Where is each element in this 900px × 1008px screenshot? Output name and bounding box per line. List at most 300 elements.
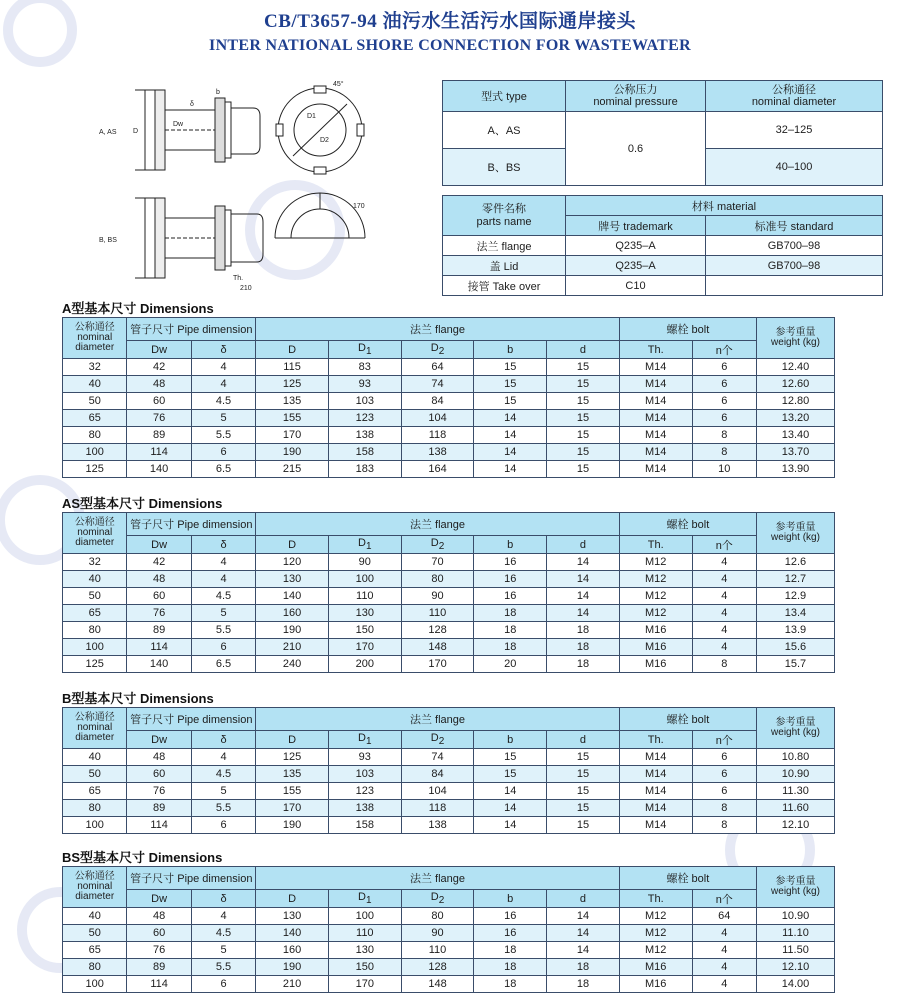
drawing-label-a: A, AS: [99, 129, 117, 136]
d2-header: $D_2$: [401, 536, 474, 554]
dw-cell: 48: [127, 571, 191, 588]
pipe-dimension-header: 管子尺寸 Pipe dimension: [127, 513, 256, 536]
weight-cell: 13.20: [756, 410, 834, 427]
table-row: [63, 639, 835, 656]
d1-cell: 138: [328, 427, 401, 444]
b-cell: 16: [474, 925, 547, 942]
table-row: [63, 571, 835, 588]
bolt-count-cell: 4: [692, 959, 756, 976]
d2-header: $D_2$: [401, 731, 474, 749]
table-row: [63, 444, 835, 461]
d2-cell: 104: [401, 410, 474, 427]
dw-cell: 60: [127, 925, 191, 942]
d-hole-cell: 14: [547, 605, 620, 622]
bolt-header: 螺栓 bolt: [619, 513, 756, 536]
d-cell: 140: [256, 588, 329, 605]
th-cell: M16: [619, 622, 692, 639]
diameter-header: 公称通径 nominal diameter: [706, 81, 883, 112]
bolt-count-cell: 8: [692, 800, 756, 817]
dim-delta: δ: [190, 101, 194, 108]
b-cell: 15: [474, 376, 547, 393]
dw-cell: 76: [127, 605, 191, 622]
table-row: [63, 359, 835, 376]
type-cell: A、AS: [443, 112, 566, 149]
d-header: D: [256, 536, 329, 554]
d-cell: 130: [256, 571, 329, 588]
d2-cell: 64: [401, 359, 474, 376]
delta-cell: 5.5: [191, 427, 255, 444]
nominal-diameter-cell: 100: [63, 817, 127, 834]
bolt-header: 螺栓 bolt: [619, 867, 756, 890]
d1-cell: 110: [328, 588, 401, 605]
part-cell: 法兰 flange: [443, 236, 566, 256]
delta-cell: 4: [191, 749, 255, 766]
dw-cell: 60: [127, 393, 191, 410]
table-row: [63, 410, 835, 427]
pressure-header: 公称压力 nominal pressure: [566, 81, 706, 112]
nominal-diameter-cell: 65: [63, 942, 127, 959]
table-row: [63, 554, 835, 571]
b-cell: 14: [474, 800, 547, 817]
d-cell: 160: [256, 605, 329, 622]
weight-cell: 13.40: [756, 427, 834, 444]
delta-cell: 5.5: [191, 622, 255, 639]
d1-header: $D_1$: [328, 890, 401, 908]
d1-header: $D_1$: [328, 341, 401, 359]
b-header: b: [474, 536, 547, 554]
nominal-diameter-cell: 40: [63, 908, 127, 925]
d2-cell: 84: [401, 766, 474, 783]
delta-cell: 5.5: [191, 800, 255, 817]
d-hole-cell: 14: [547, 925, 620, 942]
dw-cell: 140: [127, 656, 191, 673]
dim-table-bs: [62, 866, 835, 993]
b-cell: 18: [474, 959, 547, 976]
d2-cell: 90: [401, 925, 474, 942]
bolt-count-cell: 8: [692, 817, 756, 834]
bolt-count-cell: 6: [692, 783, 756, 800]
part-cell: 盖 Lid: [443, 256, 566, 276]
weight-cell: 13.4: [756, 605, 834, 622]
bolt-count-cell: 6: [692, 376, 756, 393]
d2-cell: 104: [401, 783, 474, 800]
th-cell: M12: [619, 925, 692, 942]
trademark-cell: Q235–A: [566, 236, 706, 256]
nominal-diameter-cell: 50: [63, 925, 127, 942]
flange-header: 法兰 flange: [256, 513, 620, 536]
weight-cell: 12.40: [756, 359, 834, 376]
d2-cell: 74: [401, 749, 474, 766]
th-cell: M16: [619, 959, 692, 976]
th-cell: M16: [619, 639, 692, 656]
nominal-diameter-cell: 65: [63, 783, 127, 800]
d1-cell: 123: [328, 410, 401, 427]
bolt-count-cell: 64: [692, 908, 756, 925]
b-cell: 20: [474, 656, 547, 673]
dw-cell: 42: [127, 554, 191, 571]
table-row: [63, 800, 835, 817]
weight-cell: 12.10: [756, 817, 834, 834]
b-cell: 16: [474, 571, 547, 588]
material-header: 材料 material: [566, 196, 883, 216]
b-cell: 15: [474, 393, 547, 410]
delta-cell: 6: [191, 639, 255, 656]
dim-d2: D2: [320, 137, 329, 144]
d-cell: 190: [256, 959, 329, 976]
weight-cell: 14.00: [756, 976, 834, 993]
d1-cell: 93: [328, 749, 401, 766]
d1-cell: 130: [328, 942, 401, 959]
dw-cell: 60: [127, 588, 191, 605]
d1-cell: 93: [328, 376, 401, 393]
th-header: Th.: [619, 341, 692, 359]
diameter-cell: 32–125: [706, 112, 883, 149]
diameter-cell: 40–100: [706, 149, 883, 186]
dim-d1: D1: [307, 113, 316, 120]
d2-cell: 110: [401, 942, 474, 959]
nominal-diameter-header: 公称通径 nominal diameter: [63, 867, 127, 908]
nominal-diameter-cell: 80: [63, 622, 127, 639]
th-cell: M14: [619, 766, 692, 783]
nominal-diameter-cell: 40: [63, 376, 127, 393]
d-hole-cell: 14: [547, 908, 620, 925]
delta-cell: 4: [191, 359, 255, 376]
b-cell: 14: [474, 444, 547, 461]
d1-cell: 110: [328, 925, 401, 942]
th-cell: M12: [619, 908, 692, 925]
d-hole-cell: 15: [547, 749, 620, 766]
pipe-dimension-header: 管子尺寸 Pipe dimension: [127, 318, 256, 341]
b-cell: 15: [474, 749, 547, 766]
nominal-diameter-cell: 100: [63, 976, 127, 993]
d-cell: 120: [256, 554, 329, 571]
b-header: b: [474, 341, 547, 359]
d-cell: 215: [256, 461, 329, 478]
bolt-count-header: n个: [692, 890, 756, 908]
th-cell: M14: [619, 410, 692, 427]
bolt-count-cell: 6: [692, 393, 756, 410]
weight-cell: 12.6: [756, 554, 834, 571]
dw-cell: 114: [127, 639, 191, 656]
weight-header: 参考重量 weight (kg): [756, 318, 834, 359]
d-hole-header: d: [547, 341, 620, 359]
weight-header: 参考重量 weight (kg): [756, 513, 834, 554]
d2-cell: 148: [401, 639, 474, 656]
dw-cell: 114: [127, 817, 191, 834]
b-cell: 16: [474, 554, 547, 571]
th-cell: M12: [619, 571, 692, 588]
dw-cell: 89: [127, 800, 191, 817]
d-hole-cell: 15: [547, 800, 620, 817]
d-cell: 125: [256, 376, 329, 393]
table-row: [63, 461, 835, 478]
bolt-count-cell: 6: [692, 766, 756, 783]
th-cell: M12: [619, 588, 692, 605]
parts-header: 零件名称 parts name: [443, 196, 566, 236]
nominal-diameter-header: 公称通径 nominal diameter: [63, 513, 127, 554]
d-hole-cell: 15: [547, 427, 620, 444]
d2-cell: 138: [401, 444, 474, 461]
d-cell: 210: [256, 639, 329, 656]
d1-cell: 130: [328, 605, 401, 622]
bolt-count-cell: 4: [692, 925, 756, 942]
d1-cell: 83: [328, 359, 401, 376]
bolt-count-header: n个: [692, 536, 756, 554]
bolt-count-cell: 10: [692, 461, 756, 478]
d2-cell: 110: [401, 605, 474, 622]
d-hole-cell: 18: [547, 976, 620, 993]
th-cell: M12: [619, 605, 692, 622]
d2-cell: 84: [401, 393, 474, 410]
delta-cell: 6.5: [191, 656, 255, 673]
pipe-dimension-header: 管子尺寸 Pipe dimension: [127, 867, 256, 890]
delta-cell: 5: [191, 605, 255, 622]
th-cell: M14: [619, 427, 692, 444]
b-cell: 15: [474, 766, 547, 783]
bolt-count-cell: 4: [692, 639, 756, 656]
table-row: [63, 605, 835, 622]
delta-cell: 5: [191, 783, 255, 800]
b-cell: 16: [474, 908, 547, 925]
d-hole-cell: 18: [547, 959, 620, 976]
dw-cell: 140: [127, 461, 191, 478]
table-row: [63, 393, 835, 410]
dw-cell: 114: [127, 444, 191, 461]
dw-header: Dw: [127, 890, 191, 908]
d2-cell: 118: [401, 800, 474, 817]
dw-cell: 89: [127, 427, 191, 444]
delta-cell: 6: [191, 976, 255, 993]
nominal-diameter-cell: 125: [63, 461, 127, 478]
d-hole-cell: 15: [547, 376, 620, 393]
delta-header: δ: [191, 536, 255, 554]
d1-cell: 150: [328, 959, 401, 976]
d2-cell: 164: [401, 461, 474, 478]
b-cell: 18: [474, 942, 547, 959]
d1-cell: 158: [328, 817, 401, 834]
bolt-count-cell: 4: [692, 622, 756, 639]
dim-210: 210: [240, 285, 252, 292]
d-hole-cell: 14: [547, 571, 620, 588]
dw-cell: 42: [127, 359, 191, 376]
th-cell: M14: [619, 817, 692, 834]
d1-cell: 100: [328, 908, 401, 925]
weight-cell: 10.90: [756, 908, 834, 925]
weight-cell: 10.80: [756, 749, 834, 766]
d-hole-cell: 18: [547, 656, 620, 673]
th-cell: M16: [619, 976, 692, 993]
d2-cell: 170: [401, 656, 474, 673]
drawing-label-b: B, BS: [99, 237, 117, 244]
d1-cell: 170: [328, 976, 401, 993]
flange-header: 法兰 flange: [256, 318, 620, 341]
table-row: [63, 942, 835, 959]
weight-cell: 11.60: [756, 800, 834, 817]
bolt-count-cell: 4: [692, 588, 756, 605]
title-en: INTER NATIONAL SHORE CONNECTION FOR WASTEWATER: [209, 37, 691, 54]
part-cell: 接管 Take over: [443, 276, 566, 296]
d2-cell: 74: [401, 376, 474, 393]
delta-cell: 6.5: [191, 461, 255, 478]
dw-cell: 89: [127, 959, 191, 976]
b-cell: 14: [474, 783, 547, 800]
d-cell: 160: [256, 942, 329, 959]
d-hole-cell: 18: [547, 622, 620, 639]
weight-cell: 11.10: [756, 925, 834, 942]
delta-cell: 4: [191, 571, 255, 588]
d-cell: 130: [256, 908, 329, 925]
table-row: [63, 588, 835, 605]
d1-cell: 123: [328, 783, 401, 800]
bolt-header: 螺栓 bolt: [619, 318, 756, 341]
table-row: [63, 766, 835, 783]
b-cell: 18: [474, 622, 547, 639]
delta-cell: 5: [191, 410, 255, 427]
nominal-diameter-cell: 50: [63, 588, 127, 605]
delta-cell: 4.5: [191, 588, 255, 605]
th-header: Th.: [619, 890, 692, 908]
d1-header: $D_1$: [328, 731, 401, 749]
pressure-cell: 0.6: [566, 112, 706, 186]
table-row: [63, 622, 835, 639]
weight-cell: 12.60: [756, 376, 834, 393]
dim-dw: Dw: [173, 121, 184, 128]
d2-cell: 138: [401, 817, 474, 834]
b-cell: 15: [474, 359, 547, 376]
d2-header: $D_2$: [401, 341, 474, 359]
nominal-diameter-cell: 65: [63, 410, 127, 427]
nominal-diameter-cell: 125: [63, 656, 127, 673]
th-header: Th.: [619, 536, 692, 554]
bolt-count-cell: 4: [692, 976, 756, 993]
flange-header: 法兰 flange: [256, 708, 620, 731]
d1-cell: 183: [328, 461, 401, 478]
d-cell: 190: [256, 622, 329, 639]
weight-cell: 10.90: [756, 766, 834, 783]
nominal-diameter-cell: 65: [63, 605, 127, 622]
bolt-count-cell: 4: [692, 571, 756, 588]
table-row: [63, 959, 835, 976]
delta-cell: 6: [191, 817, 255, 834]
weight-cell: 13.9: [756, 622, 834, 639]
bolt-count-header: n个: [692, 341, 756, 359]
delta-cell: 4: [191, 554, 255, 571]
d-cell: 240: [256, 656, 329, 673]
dim-table-as: [62, 512, 835, 673]
d-header: D: [256, 341, 329, 359]
d-hole-cell: 14: [547, 942, 620, 959]
flange-header: 法兰 flange: [256, 867, 620, 890]
bolt-count-header: n个: [692, 731, 756, 749]
d2-cell: 148: [401, 976, 474, 993]
th-cell: M14: [619, 376, 692, 393]
dw-header: Dw: [127, 341, 191, 359]
delta-cell: 5: [191, 942, 255, 959]
nominal-diameter-header: 公称通径 nominal diameter: [63, 318, 127, 359]
d2-cell: 118: [401, 427, 474, 444]
bolt-count-cell: 4: [692, 942, 756, 959]
d1-cell: 170: [328, 639, 401, 656]
d-hole-header: d: [547, 890, 620, 908]
standard-cell: [706, 276, 883, 296]
delta-cell: 4.5: [191, 925, 255, 942]
th-cell: M14: [619, 461, 692, 478]
table-row: [63, 976, 835, 993]
d-cell: 170: [256, 800, 329, 817]
table-row: [63, 817, 835, 834]
table-row: [63, 749, 835, 766]
dw-cell: 76: [127, 783, 191, 800]
d-hole-cell: 15: [547, 359, 620, 376]
d2-cell: 128: [401, 622, 474, 639]
weight-cell: 13.70: [756, 444, 834, 461]
d-hole-cell: 15: [547, 461, 620, 478]
nominal-diameter-cell: 80: [63, 427, 127, 444]
dim-th: Th.: [233, 275, 244, 282]
d-hole-cell: 14: [547, 554, 620, 571]
table-row: [63, 908, 835, 925]
type-cell: B、BS: [443, 149, 566, 186]
nominal-diameter-cell: 40: [63, 749, 127, 766]
dw-cell: 114: [127, 976, 191, 993]
table-row: [63, 376, 835, 393]
d-hole-header: d: [547, 536, 620, 554]
b-cell: 18: [474, 605, 547, 622]
nominal-diameter-cell: 100: [63, 444, 127, 461]
d-cell: 125: [256, 749, 329, 766]
weight-cell: 11.30: [756, 783, 834, 800]
d-cell: 155: [256, 410, 329, 427]
d1-cell: 100: [328, 571, 401, 588]
material-table: [442, 195, 883, 296]
d-cell: 190: [256, 817, 329, 834]
d-cell: 135: [256, 766, 329, 783]
standard-cell: GB700–98: [706, 256, 883, 276]
section-title-bs: BS型基本尺寸 Dimensions: [62, 850, 223, 865]
d1-cell: 150: [328, 622, 401, 639]
weight-cell: 12.80: [756, 393, 834, 410]
delta-cell: 5.5: [191, 959, 255, 976]
th-cell: M14: [619, 444, 692, 461]
delta-cell: 4.5: [191, 766, 255, 783]
d2-cell: 90: [401, 588, 474, 605]
th-cell: M14: [619, 359, 692, 376]
dim-table-b: [62, 707, 835, 834]
weight-cell: 12.9: [756, 588, 834, 605]
section-title-b: B型基本尺寸 Dimensions: [62, 691, 214, 706]
d2-cell: 70: [401, 554, 474, 571]
d1-cell: 138: [328, 800, 401, 817]
d-header: D: [256, 731, 329, 749]
b-cell: 14: [474, 817, 547, 834]
nominal-diameter-header: 公称通径 nominal diameter: [63, 708, 127, 749]
weight-cell: 11.50: [756, 942, 834, 959]
dw-header: Dw: [127, 536, 191, 554]
nominal-diameter-cell: 80: [63, 800, 127, 817]
d-cell: 190: [256, 444, 329, 461]
table-row: [63, 656, 835, 673]
dw-cell: 60: [127, 766, 191, 783]
d-hole-cell: 15: [547, 410, 620, 427]
table-row: [63, 783, 835, 800]
th-cell: M12: [619, 942, 692, 959]
nominal-diameter-cell: 50: [63, 393, 127, 410]
nominal-diameter-cell: 50: [63, 766, 127, 783]
delta-cell: 4: [191, 376, 255, 393]
d1-cell: 90: [328, 554, 401, 571]
title-cn: CB/T3657-94 油污水生活污水国际通岸接头: [264, 11, 636, 32]
d-cell: 155: [256, 783, 329, 800]
